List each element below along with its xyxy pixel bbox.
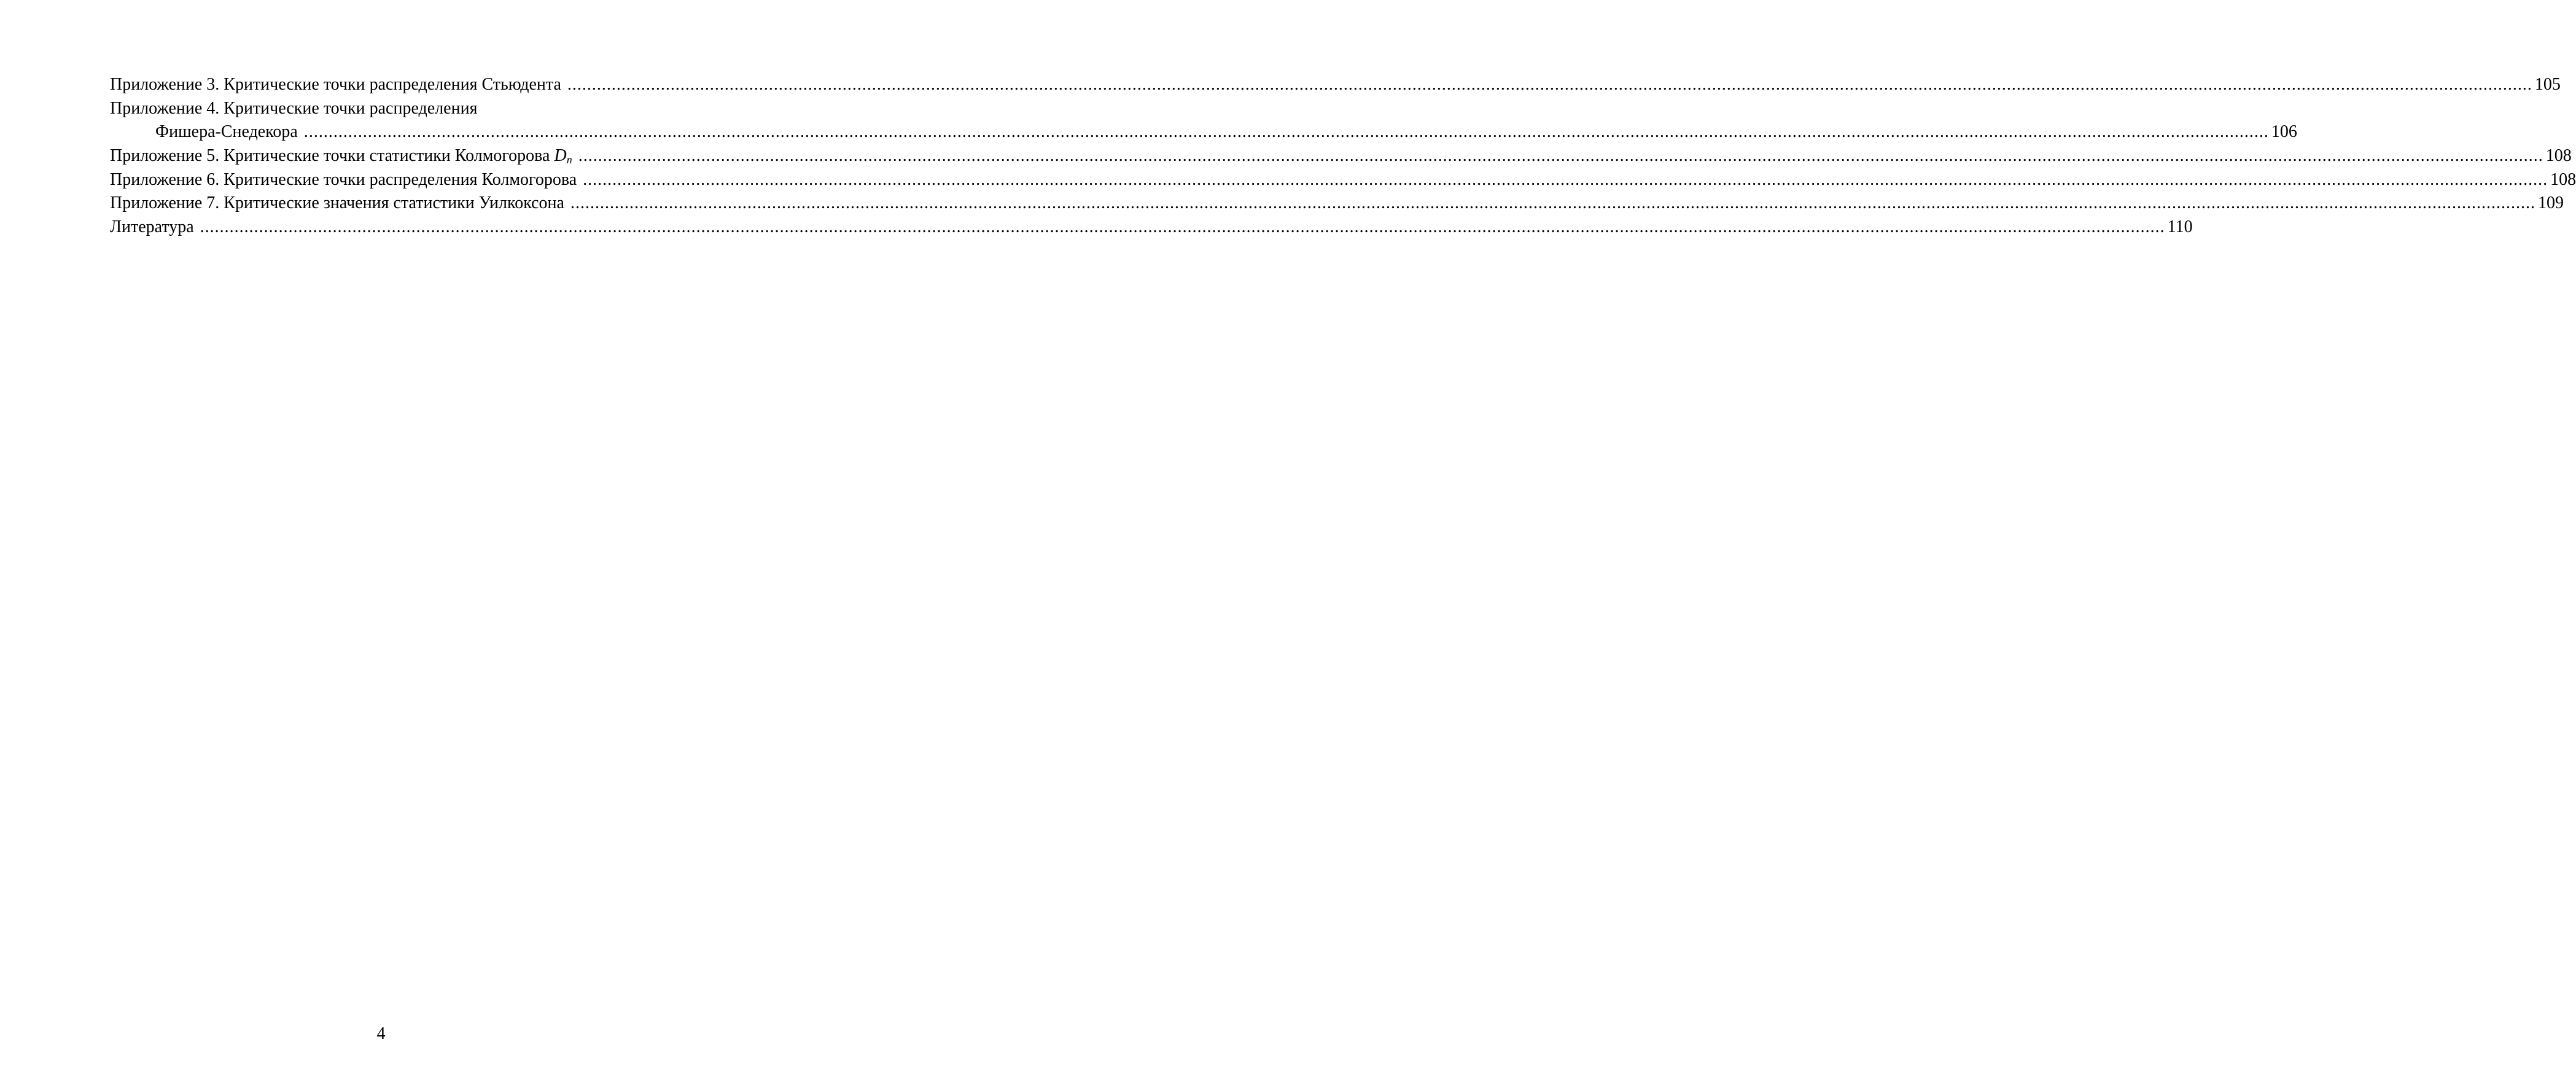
toc-entry-page: 108 xyxy=(2545,146,2572,166)
toc-entry-appendix-7[interactable] xyxy=(110,192,2564,216)
toc-entry-appendix-4-continued[interactable] xyxy=(110,120,2297,144)
toc-entry-page: 106 xyxy=(2271,122,2297,142)
toc-entry-title: Литература xyxy=(110,217,194,237)
toc-entry-title: Приложение 7. Критические значения статистики Уилкоксона xyxy=(110,193,564,213)
page-number: 4 xyxy=(376,1024,386,1043)
math-symbol-main: D xyxy=(554,146,567,166)
toc-entry-page: 109 xyxy=(2537,193,2564,213)
toc-dot-leader: ................................................................................................................................................................................................................................................................................................................................................................................................................ xyxy=(570,193,2535,213)
toc-dot-leader: ................................................................................................................................................................................................................................................................................................................................................................................................................ xyxy=(578,146,2543,166)
toc-entry-literature[interactable] xyxy=(110,216,2193,239)
toc-entry-page: 110 xyxy=(2167,217,2193,237)
toc-dot-leader: ................................................................................................................................................................................................................................................................................................................................................................................................................ xyxy=(583,169,2548,189)
toc-entry-page: 108 xyxy=(2550,169,2576,189)
toc-entry-title: Приложение 6. Критические точки распределения Колмогорова xyxy=(110,169,577,189)
toc-entry-title: Фишера-Снедекора xyxy=(155,122,298,142)
toc-dot-leader: ................................................................................................................................................................................................................................................................................................................................................................................................................ xyxy=(303,122,2269,142)
toc-entry-appendix-5[interactable] xyxy=(110,144,2572,168)
math-symbol xyxy=(554,146,572,165)
toc-entry-appendix-3[interactable] xyxy=(110,73,2561,97)
toc-dot-leader: ................................................................................................................................................................................................................................................................................................................................................................................................................ xyxy=(200,217,2165,237)
toc-entry-title xyxy=(110,144,572,168)
toc-entry-title: Приложение 3. Критические точки распределения Стьюдента xyxy=(110,74,561,94)
math-symbol-subscript: n xyxy=(566,154,572,166)
toc-entry-title-text: Приложение 5. Критические точки статистики Колмогорова xyxy=(110,146,550,166)
toc-entry-page: 105 xyxy=(2534,74,2561,94)
toc-entry-appendix-6[interactable] xyxy=(110,168,2576,192)
table-of-contents xyxy=(110,73,2576,239)
toc-entry-appendix-4[interactable] xyxy=(110,97,704,121)
toc-entry-title: Приложение 4. Критические точки распределения xyxy=(110,98,478,118)
toc-dot-leader: ................................................................................................................................................................................................................................................................................................................................................................................................................ xyxy=(567,74,2532,94)
